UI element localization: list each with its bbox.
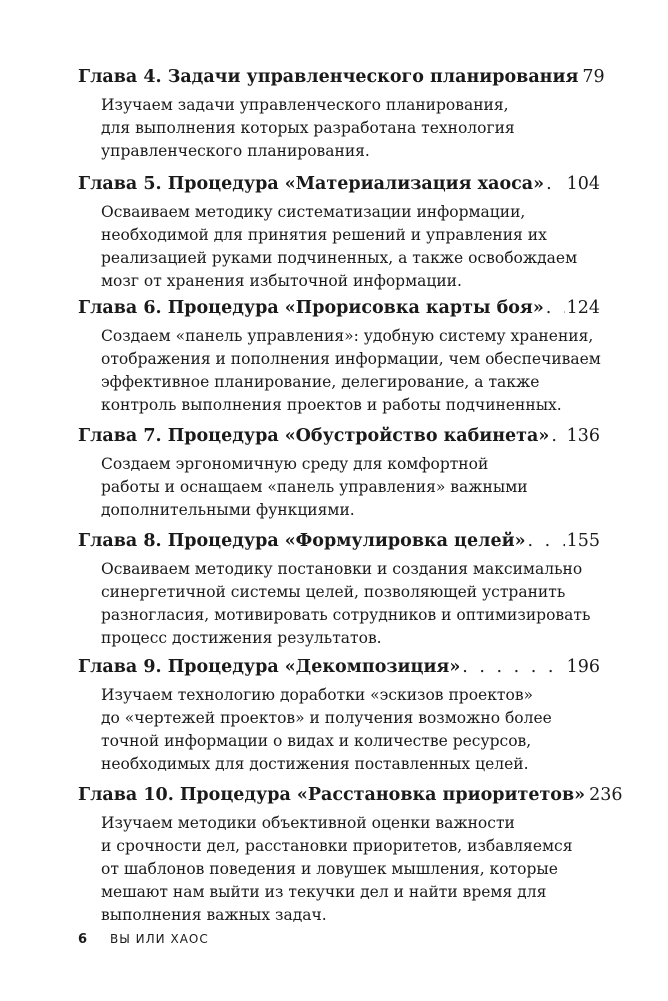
- page-number: 124: [566, 298, 600, 318]
- description-line: синергетичной системы целей, позволяющей устранить: [101, 583, 566, 601]
- page-number: 79: [582, 67, 605, 87]
- toc-heading: [78, 784, 623, 806]
- description-line: Создаем эргономичную среду для комфортной: [101, 455, 489, 473]
- toc-entry-chapter-8: [78, 530, 600, 650]
- toc-entry-chapter-9: [78, 656, 600, 776]
- chapter-description: [101, 325, 600, 417]
- toc-heading: [78, 530, 600, 552]
- chapter-title: Глава 5. Процедура «Материализация хаоса»: [78, 174, 545, 194]
- dot-leader: [528, 530, 565, 552]
- running-title: ВЫ ИЛИ ХАОС: [110, 932, 209, 946]
- description-line: разногласия, мотивировать сотрудников и оптимизировать: [101, 606, 591, 624]
- page-number: 104: [566, 174, 600, 194]
- toc-heading: [78, 425, 600, 447]
- description-line: точной информации о видах и количестве ресурсов,: [101, 732, 532, 750]
- description-line: Осваиваем методику систематизации информации,: [101, 203, 526, 221]
- chapter-description: [101, 558, 600, 650]
- chapter-description: [101, 201, 600, 293]
- description-line: необходимой для принятия решений и управления их: [101, 226, 547, 244]
- chapter-description: [101, 94, 600, 163]
- chapter-title: Глава 7. Процедура «Обустройство кабинета»: [78, 426, 550, 446]
- dot-leader: [546, 173, 565, 195]
- chapter-title: Глава 4. Задачи управленческого планирования: [78, 67, 579, 87]
- description-line: выполнения важных задач.: [101, 906, 327, 924]
- description-line: работы и оснащаем «панель управления» важными: [101, 478, 528, 496]
- toc-entry-chapter-10: [78, 784, 623, 927]
- description-line: процесс достижения результатов.: [101, 629, 382, 647]
- toc-entry-chapter-7: [78, 425, 600, 522]
- description-line: Изучаем задачи управленческого планирования,: [101, 96, 509, 114]
- toc-heading: [78, 656, 600, 678]
- toc-entry-chapter-5: [78, 173, 600, 293]
- chapter-title: Глава 10. Процедура «Расстановка приоритетов»: [78, 785, 586, 805]
- chapter-title: Глава 8. Процедура «Формулировка целей»: [78, 531, 526, 551]
- description-line: Изучаем технологию доработки «эскизов проектов»: [101, 686, 534, 704]
- description-line: Осваиваем методику постановки и создания максимально: [101, 560, 583, 578]
- dot-leader: [551, 425, 564, 447]
- toc-entry-chapter-4: [78, 66, 605, 163]
- chapter-description: [101, 684, 600, 776]
- description-line: необходимых для достижения поставленных целей.: [101, 755, 529, 773]
- chapter-title: Глава 6. Процедура «Прорисовка карты боя»: [78, 298, 544, 318]
- footer-page-number: 6: [78, 932, 89, 947]
- description-line: управленческого планирования.: [101, 142, 370, 160]
- toc-entry-chapter-6: [78, 297, 600, 417]
- description-line: эффективное планирование, делегирование, а также: [101, 373, 540, 391]
- description-line: и срочности дел, расстановки приоритетов, избавляемся: [101, 837, 573, 855]
- description-line: мозг от хранения избыточной информации.: [101, 272, 462, 290]
- description-line: мешают нам выйти из текучки дел и найти время для: [101, 883, 547, 901]
- page-number: 136: [566, 426, 600, 446]
- page-footer: [78, 932, 209, 947]
- description-line: до «чертежей проектов» и получения возможно более: [101, 709, 552, 727]
- page-number: 155: [566, 531, 600, 551]
- chapter-description: [101, 812, 600, 927]
- description-line: от шаблонов поведения и ловушек мышления, которые: [101, 860, 558, 878]
- description-line: отображения и пополнения информации, чем обеспечиваем: [101, 350, 601, 368]
- toc-heading: [78, 66, 605, 88]
- toc-heading: [78, 173, 600, 195]
- description-line: Создаем «панель управления»: удобную систему хранения,: [101, 327, 594, 345]
- page-number: 196: [566, 657, 600, 677]
- description-line: контроль выполнения проектов и работы подчиненных.: [101, 396, 562, 414]
- toc-heading: [78, 297, 600, 319]
- description-line: дополнительными функциями.: [101, 501, 355, 519]
- chapter-title: Глава 9. Процедура «Декомпозиция»: [78, 657, 461, 677]
- chapter-description: [101, 453, 600, 522]
- page-number: 236: [589, 785, 623, 805]
- dot-leader: [546, 297, 565, 319]
- description-line: реализацией руками подчиненных, а также освобождаем: [101, 249, 578, 267]
- dot-leader: [462, 656, 564, 678]
- description-line: Изучаем методики объективной оценки важности: [101, 814, 515, 832]
- description-line: для выполнения которых разработана технология: [101, 119, 515, 137]
